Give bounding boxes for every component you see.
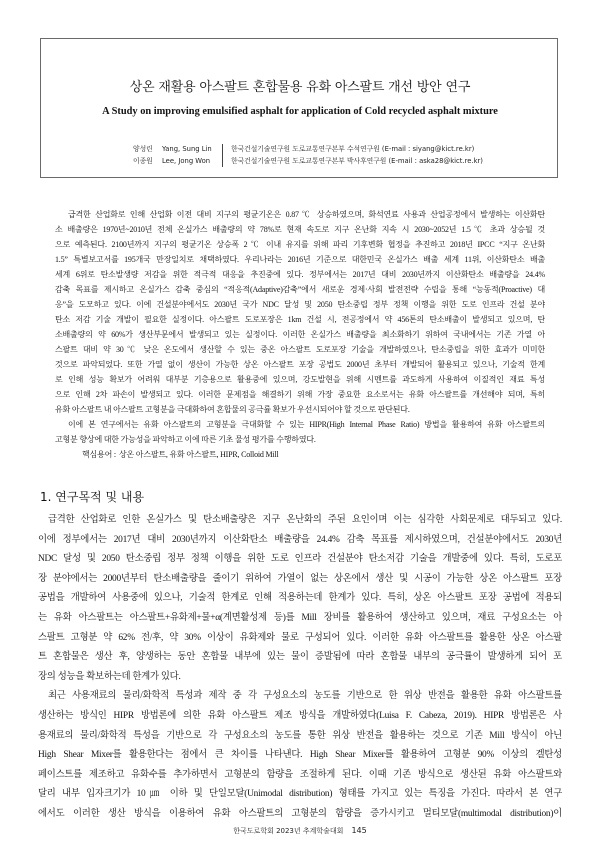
abstract-line: 급격한 산업화로 인해 산업화 이전 대비 지구의 평균기온은 0.87℃ 상승하였으며, 화석연료 사용과 산업공정에서 발생하는 이산화탄 [68, 210, 545, 219]
author-row [128, 155, 548, 167]
keywords-value: 상온 아스팔트, 유화 아스팔트, HIPR, Colloid Mill [118, 450, 279, 459]
paper-title-korean: 상온 재활용 아스팔트 혼합물용 유화 아스팔트 개선 방안 연구 [129, 80, 471, 95]
section-heading: 1. 연구목적 및 내용 [40, 490, 145, 504]
body-line: 생산하는 방식인 HIPR 방법론에 의한 유화 아스팔트 제조 방식을 개발하였다(Luisa F. Cabeza, 2019). HIPR 방법론은 사 [38, 710, 562, 721]
paper-title-english: A Study on improving emulsified asphalt for application of Cold recycled asphalt mixture [102, 106, 498, 117]
abstract-line: 으로 예측된다. 2100년까지 지구의 평균기온 상승폭 2℃ 이내 유지를 위해 파리 기후변화 협정을 추진하고 2018년 IPCC “지구 온난화 [55, 240, 545, 249]
author-affiliation: 한국건설기술연구원 도로교통연구본부 수석연구원 (E-mail : siyang@kict.re.kr) [231, 145, 475, 153]
body-line: 이에 정부에서는 2017년 대비 2030년까지 이산화탄소 배출량을 24.4% 감축 목표를 제시하였으며, 건설분야에서도 2030년 [38, 534, 562, 545]
page-footer [0, 825, 600, 837]
body-line: 급격한 산업화로 인한 온실가스 및 탄소배출량은 지구 온난화의 주된 요인이며 이는 심각한 사회문제로 대두되고 있다. [48, 515, 562, 525]
abstract-line: 응”을 도모하고 있다. 이에 건설분야에서도 2030년 국가 NDC 달성 및 2050 탄소중립 정부 정책 이행을 위한 도로 인프라 건설 분야 [55, 300, 545, 309]
author-affiliation: 한국건설기술연구원 도로교통연구본부 박사후연구원 (E-mail : aska28@kict.re.kr) [231, 157, 483, 165]
abstract-line: 이에 본 연구에서는 유화 아스팔트의 고형분을 극대화할 수 있는 HIPR(High Internal Phase Ratio) 방법을 활용하여 유화 아스팔트의 [68, 420, 545, 429]
abstract-line: 감축 목표를 제시하고 온실가스 감축 중심의 “적응적(Adaptive)감축”에서 새로운 경제·사회 발전전략 수립을 통해 “능동적(Proactive) 대 [55, 285, 545, 294]
body-line: 장 분야에서는 2000년부터 탄소배출량을 줄이기 위하여 가열이 없는 상온에서 생산 및 시공이 가능한 상온 아스팔트 포장 [38, 573, 562, 584]
abstract-line: 것으로 파악되었다. 또한 가열 없이 생산이 가능한 상온 아스팔트 포장 공법도 2000년 초부터 개발되어 활용되고 있으나, 기술적 한계 [55, 360, 545, 369]
body-line: 에서도 이러한 생산 방식을 이용하여 유화 아스팔트의 고형분의 함량을 증가시키고 멀티모달(multimodal distribution)이 [38, 808, 562, 819]
body-line: 공법을 개발하여 사용중에 있으나, 기술적 한계로 인해 적용하는데 한계가 있다. 특히, 상온 아스팔트 포장 공법에 적용되 [38, 593, 562, 604]
abstract [55, 207, 545, 462]
keywords-label: 핵심용어 : [82, 450, 116, 459]
body-line: 용재료의 물리/화학적 특성을 기반으로 각 구성요소의 농도를 통한 위상 반전을 활용하는 것으로 기존 Mill 방식이 아닌 [38, 730, 562, 741]
author-name-korean: 양성린 [133, 145, 153, 153]
abstract-line: 소배출량의 약 60%가 생산부문에서 발생되고 있는 실정이다. 이러한 온실가스 배출량을 최소화하기 위하여 국내에서는 기존 가열 아 [55, 330, 545, 339]
body-line: 트 혼합물은 생산 후, 양생하는 동안 혼합물 내부에 있는 물이 증발됨에 따라 혼합물 내부의 공극률이 발생하게 되어 포 [38, 652, 562, 663]
abstract-line: 유화 아스팔트 내 아스팔트 고형분을 극대화하여 혼합물의 공극률 확보가 우선시되어야 할 것으로 판단된다. [55, 405, 410, 414]
body-line: High Shear Mixer를 활용한다는 점에서 큰 차이를 나타낸다. High Shear Mixer를 활용하여 고형분 90% 이상의 겔탄성 [38, 750, 562, 761]
author-row [128, 143, 548, 155]
conference-name: 한국도로학회 2023년 추계학술대회 [233, 827, 344, 835]
section-body [38, 511, 562, 825]
author-name-english: Yang, Sung Lin [162, 145, 212, 153]
author-list [128, 143, 548, 167]
body-line: 장의 성능을 확보하는데 한계가 있다. [38, 671, 181, 682]
page-number: 145 [351, 826, 367, 835]
body-line: NDC 달성 및 2050 탄소중립 정부 정책 이행을 위한 도로 인프라 건설분야 탄소저감 기술을 개발중에 있다. 특히, 도로포 [38, 554, 562, 565]
body-line: 최근 사용재료의 물리/화학적 특성과 제작 중 각 구성요소의 농도를 기반으로 한 위상 반전을 활용한 유화 아스팔트를 [48, 691, 562, 702]
abstract-line: 로 인해 성능 확보가 어려워 대부분 기층용으로 활용중에 있으며, 강도발현을 위해 시멘트를 과도하게 사용하여 이질적인 재료 특성 [55, 375, 545, 384]
abstract-line: 스팔트 대비 약 30℃ 낮은 온도에서 생산할 수 있는 중온 아스팔트 도로포장 기술을 개발하였으나, 탄소중립을 위한 효과가 미미한 [55, 345, 545, 354]
author-name-english: Lee, Jong Won [162, 157, 211, 165]
abstract-line: 으로 인해 2차 파손이 발생되고 있다. 이러한 문제점을 해결하기 위해 가장 중요한 요소로서는 유화 아스팔트를 개선해야 되며, 특히 [55, 390, 545, 399]
abstract-line: 1.5” 특별보고서를 195개국 만장일치로 채택하였다. 우리나라는 2016년 기준으로 대한민국 온실가스 배출 세계 11위, 이산화탄소 배출 [55, 255, 545, 264]
body-line: 는 유화 아스팔트는 아스팔트+유화제+물+α(계면활성제 등)를 Mill 장비를 활용하여 생산하고 있으며, 재료 구성요소는 아 [38, 612, 562, 623]
body-line: 스팔트 고형분 약 62% 전/후, 약 30% 이상이 유화제와 물로 구성되어 있다. 이러한 유화 아스팔트를 활용한 상온 아스팔 [38, 632, 562, 643]
author-divider [222, 144, 223, 167]
author-name-korean: 이종원 [133, 157, 153, 165]
abstract-line: 탄소 저감 기술 개발이 필요한 실정이다. 아스팔트 도로포장은 1km 건설 시, 전공정에서 약 456톤의 탄소배출이 발생되고 있으며, 탄 [55, 315, 545, 324]
abstract-line: 세계 6위로 탄소발생량 저감을 위한 적극적 대응을 추진중에 있다. 정부에서는 2017년 대비 2030년까지 이산화탄소 배출량을 24.4% [55, 270, 545, 279]
keywords-line [55, 447, 545, 462]
abstract-line: 고형분 향상에 대한 가능성을 파악하고 이에 따른 기초 물성 평가를 수행하였다. [55, 435, 316, 444]
body-line: 페이스트를 제조하고 유화수를 추가하면서 고형분의 함량을 조절하게 된다. 이때 기존 방식으로 생산된 유화 아스팔트와 [38, 769, 562, 780]
abstract-line: 소 배출량은 1970년~2010년 전체 온실가스 배출량의 약 78%로 현재 속도로 지구 온난화 지속 시 2030~2052년 1.5℃ 초과 상승될 것 [55, 225, 545, 234]
body-line: 달리 내부 입자크기가 10㎛ 이하 및 단일모달(Unimodal distribution) 형태를 가지고 있는 특징을 가진다. 따라서 본 연구 [38, 789, 562, 800]
